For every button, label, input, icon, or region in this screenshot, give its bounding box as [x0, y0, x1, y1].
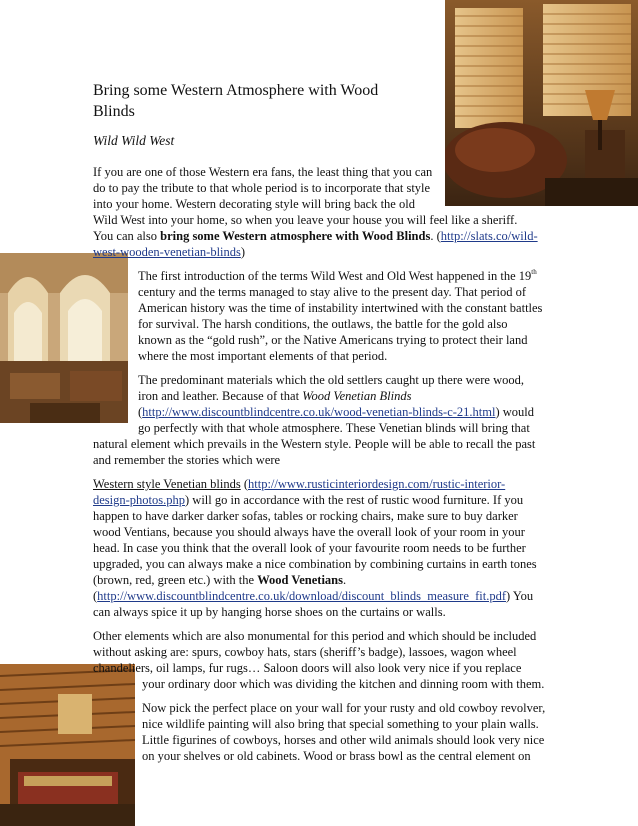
text-line: American history was the time of instability intertwined with the constant battles [138, 301, 543, 315]
text-line [93, 572, 346, 589]
article-title: Bring some Western Atmosphere with Wood Blinds [93, 82, 379, 120]
slats-link[interactable]: http://slats.co/wild- [440, 229, 538, 243]
text-line: and remember the stories which were [93, 453, 281, 467]
text-run: The first introduction of the terms Wild West and Old West happened in the 19 [138, 269, 532, 283]
text-line: go perfectly with that whole atmosphere. These Venetian blinds will bring that [138, 421, 530, 435]
superscript: th [531, 268, 537, 276]
western-living-room-photo [445, 0, 638, 206]
text-line: your ordinary door which was dividing the kitchen and dinning room with them. [142, 677, 545, 691]
text-run: ) You [506, 589, 534, 603]
rustic-interior-link-continued[interactable]: design-photos.php [93, 493, 186, 507]
text-line: can always spice it up by hanging horse shoes on the curtains or walls. [93, 605, 446, 619]
rustic-interior-link[interactable]: http://www.rusticinteriordesign.com/rustic-interior- [248, 477, 506, 491]
bold-text: Wood Venetians [257, 573, 343, 587]
text-line: into your home. Western decorating style will bring back the old [93, 197, 415, 211]
text-line: wood Ventians, because you should always have the overall look of your room in your [93, 525, 525, 539]
slats-link-continued[interactable]: west-wooden-venetian-blinds [93, 245, 241, 259]
text-run: (brown, red, green etc.) with the [93, 573, 258, 587]
text-line: century and the terms managed to stay alive to the present day. That period of [138, 285, 527, 299]
text-run: . [342, 573, 347, 587]
text-line: do to pay the tribute to that whole period is to incorporate that style [93, 181, 431, 195]
wood-venetian-blinds-link[interactable]: http://www.discountblindcentre.co.uk/wood-venetian-blinds-c-21.html [142, 405, 496, 419]
text-line: nice wildlife painting will also bring that special something to your plain walls. [142, 717, 539, 731]
text-line: chandeliers, oil lamps, fur rugs… Saloon doors will also look very nice if you replace [93, 661, 522, 675]
bold-text: bring some Western atmosphere with Wood Blinds [160, 229, 431, 243]
text-line [93, 228, 538, 245]
text-line: known as the “gold rush”, or the Native Americans trying to protect their land [138, 333, 528, 347]
text-line: Wild West into your home, so when you leave your house you will feel like a sheriff. [93, 213, 518, 227]
text-run: ( [93, 589, 98, 603]
text-run: ( [138, 405, 143, 419]
text-line: Little figurines of cowboys, horses and other wild animals should look very nice [142, 733, 545, 747]
text-line: on your shelves or old cabinets. Wood or brass bowl as the central element on [142, 749, 531, 763]
text-line [138, 404, 534, 421]
text-run: ) will go in accordance with the rest of rustic wood furniture. If you [185, 493, 524, 507]
text-line [93, 588, 533, 605]
text-line: Other elements which are also monumental for this period and which should be included [93, 629, 537, 643]
measure-fit-pdf-link[interactable]: http://www.discountblindcentre.co.uk/download/discount_blinds_measure_fit.pdf [97, 589, 507, 603]
stone-hall-interior-photo [0, 253, 128, 423]
text-line: Now pick the perfect place on your wall for your rusty and old cowboy revolver, [142, 701, 546, 715]
text-line: head. In case you think that the overall look of your favourite room needs to be further [93, 541, 526, 555]
text-line: happen to have darker darker sofas, tables or rocking chairs, make sure to buy darker [93, 509, 518, 523]
text-line: natural element which prevails in the Western style. People will be able to recall the past [93, 437, 536, 451]
text-line: The predominant materials which the old settlers caught up there were wood, [138, 373, 524, 387]
text-run: You can also [93, 229, 161, 243]
text-run: ) would [495, 405, 535, 419]
text-line [93, 492, 523, 509]
article-subtitle: Wild Wild West [93, 133, 175, 148]
text-run: ( [240, 477, 248, 491]
text-line [93, 476, 505, 493]
text-run: iron and leather. Because of that [138, 389, 303, 403]
text-line: without asking are: spurs, cowboy hats, stars (sheriff’s badge), lassoes, wagon wheel [93, 645, 517, 659]
text-line [93, 244, 245, 261]
underlined-text: Western style Venetian blinds [93, 477, 241, 491]
text-line [138, 388, 411, 405]
text-line: for survival. The harsh conditions, the outlaws, the battle for the gold also [138, 317, 508, 331]
text-run: . ( [430, 229, 441, 243]
log-cabin-bedroom-photo [0, 664, 135, 826]
text-line [138, 268, 537, 285]
text-line: upgraded, you can always make a nice combination by combining curtains in earth tones [93, 557, 537, 571]
text-line: If you are one of those Western era fans, the least thing that you can [93, 165, 433, 179]
text-line: where the most important elements of that period. [138, 349, 388, 363]
italic-text: Wood Venetian Blinds [302, 389, 412, 403]
text-run: ) [240, 245, 246, 259]
